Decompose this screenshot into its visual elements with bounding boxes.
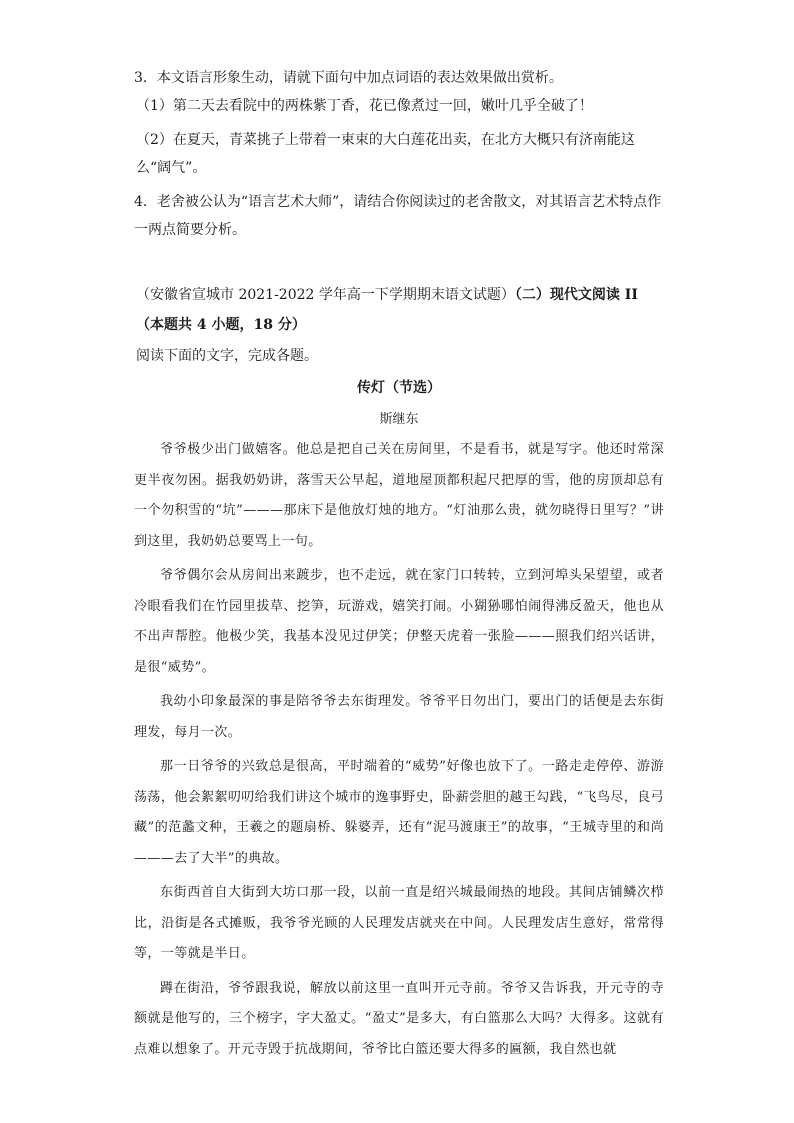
question-3-item-1-text: （1）第二天去看院中的两株紫丁香，花已像煮过一回，嫩叶几乎全破了！: [136, 98, 593, 114]
article-title: 传灯（节选）: [357, 380, 441, 396]
question-3: 3．本文语言形象生动，请就下面句中加点词语的表达效果做出赏析。: [134, 70, 563, 86]
article-paragraph: 我幼小印象最深的事是陪爷爷去东街理发。爷爷平日勿出门，要出门的话便是去东街理发，每月一次。: [134, 694, 664, 740]
section-title: （二）现代文阅读 II（本题共 4 小题，18 分）: [136, 287, 638, 333]
article-author: 斯继东: [379, 412, 419, 427]
question-3-item-2: （2）在夏天，青菜挑子上带着一束束的大白莲花出卖，在北方大概只有济南能这么“阔气”。: [136, 132, 635, 176]
article-paragraph: 爷爷偶尔会从房间出来踱步，也不走远，就在家门口转转，立到河埠头呆望望，或者冷眼看我们在竹园里拔草、挖笋，玩游戏，嬉笑打闹。小猢狲哪怕闹得沸反盈天，他也从不出声帮腔。他极少笑，我基本没见过伊笑；伊整天虎着一张脸———照我们绍兴话讲，是很“威势”。: [134, 568, 664, 675]
article-paragraph: 爷爷极少出门做嬉客。他总是把自己关在房间里，不是看书，就是写字。他还时常深更半夜勿困。据我奶奶讲，落雪天公早起，道地屋顶都积起尺把厚的雪，他的房顶却总有一个勿积雪的“坑”———那床下是他放灯烛的地方。“灯油那么贵，就勿晓得日里写？”讲到这里，我奶奶总要骂上一句。: [134, 442, 664, 549]
section-header: [136, 280, 664, 340]
article-paragraph: 那一日爷爷的兴致总是很高，平时端着的“威势”好像也放下了。一路走走停停、游游荡荡，他会絮絮叨叨给我们讲这个城市的逸事野史，卧薪尝胆的越王勾践，“飞鸟尽，良弓藏”的范蠡文种，王羲之的题扇桥、躲婆弄，还有“泥马渡康王”的故事，“王城寺里的和尚———去了大半”的典故。: [134, 759, 664, 866]
question-4: 4．老舍被公认为“语言艺术大师”，请结合你阅读过的老舍散文，对其语言艺术特点作一两点简要分析。: [134, 194, 662, 238]
article-paragraph: 蹲在街沿，爷爷跟我说，解放以前这里一直叫开元寺前。爷爷又告诉我，开元寺的寺额就是他写的，三个榜字，字大盈丈。“盈丈”是多大，有白篮那么大吗？大得多。这就有点难以想象了。开元寺毁于抗战期间，爷爷比白篮还要大得多的匾额，我自然也就: [134, 980, 664, 1057]
section-source: （安徽省宣城市 2021-2022 学年高一下学期期末语文试题）: [136, 287, 515, 303]
question-3-item-1: [136, 92, 666, 120]
article-paragraph: 东街西首自大街到大坊口那一段，以前一直是绍兴城最闹热的地段。其间店铺鳞次栉比，沿街是各式摊贩，我爷爷光顾的人民理发店就夹在中间。人民理发店生意好，常常得等，一等就是半日。: [134, 885, 664, 961]
article-body: [134, 435, 664, 1065]
section-instruction: 阅读下面的文字，完成各题。: [136, 348, 318, 364]
